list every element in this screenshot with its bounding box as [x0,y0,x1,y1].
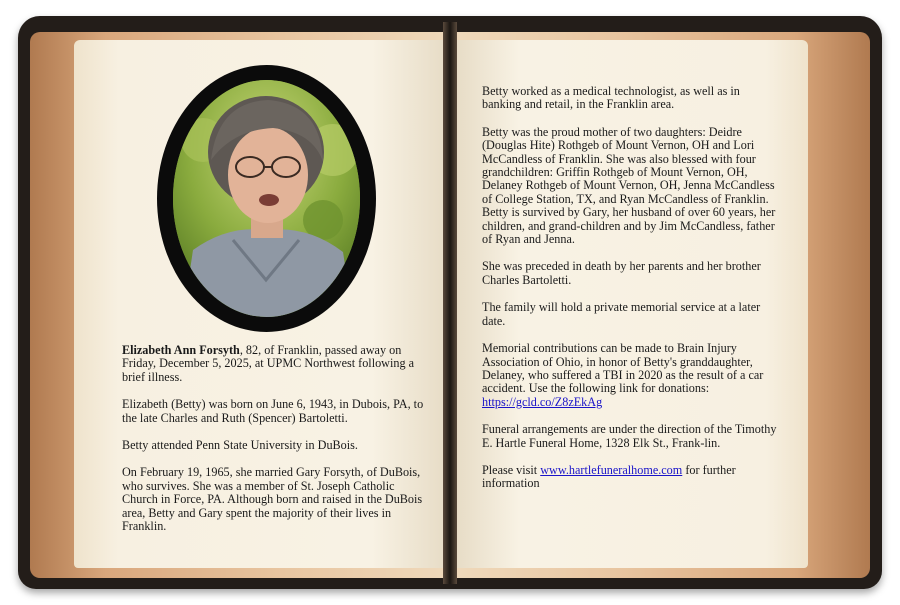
education-paragraph: Betty attended Penn State University in DuBois. [122,438,358,453]
book-spine [443,22,457,584]
visit-prefix: Please visit [482,462,541,477]
portrait-frame [157,65,376,332]
family-paragraph: Betty was the proud mother of two daughters: Deidre (Douglas Hite) Rothgeb of Mount Vernon, OH and Lori McCandless of Franklin. She was also blessed with four grandchildren: Griffin Rothgeb of Mount Vernon, OH, Delaney Rothgeb of Mount Vernon, OH, Jenna McCandless of College Station, TX, and Ryan McCandless of Franklin. Betty is survived by Gary, her husband of over 60 years, her children, and grand-children and by Jim McCandless, father of Ryan and Jenna. [482,124,776,247]
intro-text: , 82, of Franklin, passed away on Friday, December 5, 2025, at UPMC Northwest following a brief illness. [122,343,414,384]
birth-paragraph: Elizabeth (Betty) was born on June 6, 1943, in Dubois, PA, to the late Charles and Ruth (Spencer) Bartoletti. [122,397,424,425]
marriage-paragraph: On February 19, 1965, she married Gary Forsyth, of DuBois, who survives. She was a member of St. Joseph Catholic Church in Force, PA. Although born and raised in the DuBois area, Betty and Gary spent the majority of their lives in Franklin. [122,465,423,534]
portrait-photo [173,80,360,317]
deceased-name: Elizabeth Ann Forsyth [122,343,240,357]
contributions-paragraph [482,342,777,409]
preceded-paragraph: She was preceded in death by her parents and her brother Charles Bartoletti. [482,259,761,287]
portrait-illustration [173,80,360,317]
donation-link[interactable]: https://gcld.co/Z8zEkAg [482,394,603,409]
arrangements-paragraph: Funeral arrangements are under the direction of the Timothy E. Hartle Funeral Home, 1328 Elk St., Frank-lin. [482,422,777,450]
service-paragraph: The family will hold a private memorial service at a later date. [482,300,761,328]
visit-paragraph [482,464,777,491]
career-paragraph: Betty worked as a medical technologist, as well as in banking and retail, in the Franklin area. [482,84,740,112]
left-column-text [122,344,432,547]
visit-suffix: for further information [482,462,736,491]
contributions-text: Memorial contributions can be made to Brain Injury Association of Ohio, in honor of Betty's granddaughter, Delaney, who suffered a TBI in 2020 as the result of a car accident. Use the following link for donations: [482,341,764,396]
funeral-home-link[interactable]: www.hartlefuneralhome.com [540,462,683,477]
obituary-intro [122,344,432,384]
right-column-text [482,85,777,505]
